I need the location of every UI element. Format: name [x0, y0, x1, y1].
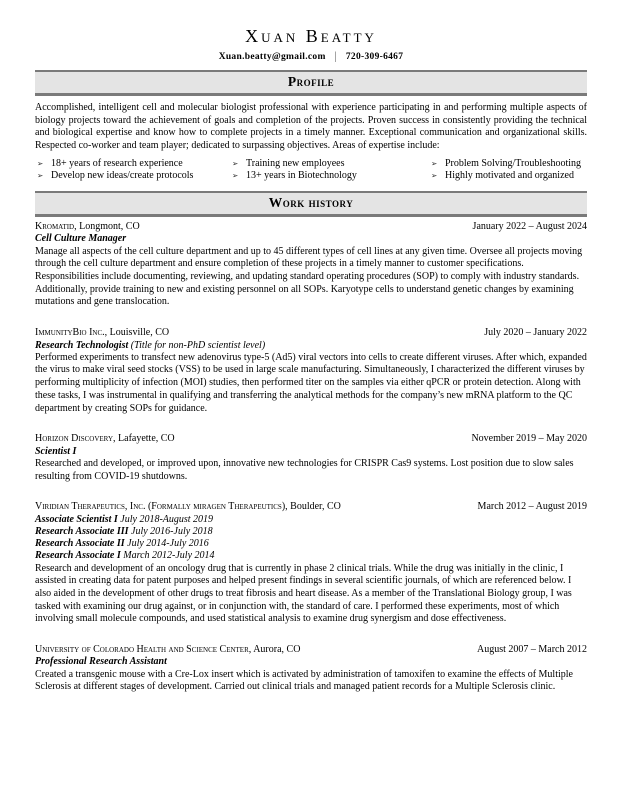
- job-header: [35, 644, 587, 657]
- job-title-text: Scientist I: [35, 445, 77, 457]
- company-city: , Longmont, CO: [74, 220, 140, 232]
- expertise-column-3: [429, 158, 587, 183]
- expertise-column-1: [35, 158, 230, 183]
- list-item: [429, 170, 587, 183]
- job-entry-kromatid: [35, 221, 587, 309]
- job-title: [35, 514, 587, 526]
- job-title-text: Research Technologist: [35, 339, 129, 351]
- expertise-item-label: Highly motivated and organized: [445, 170, 574, 182]
- job-title-text: Research Associate III: [35, 525, 129, 537]
- job-entry-university-of-colorado: [35, 644, 587, 694]
- arrow-bullet-icon: ➢: [232, 171, 239, 181]
- list-item: [429, 158, 587, 171]
- expertise-column-2: [230, 158, 429, 183]
- job-title-text: Research Associate II: [35, 538, 125, 550]
- list-item: [230, 158, 429, 171]
- company-name: Horizon Discovery: [35, 433, 114, 445]
- job-title-text: Professional Research Assistant: [35, 656, 167, 668]
- company-city: , Boulder, CO: [285, 501, 341, 513]
- company-name: ImmunityBio Inc.: [35, 327, 105, 339]
- arrow-bullet-icon: ➢: [431, 158, 438, 168]
- company-location: [35, 644, 300, 657]
- job-title-note: July 2016-July 2018: [128, 525, 213, 537]
- company-location: [35, 433, 175, 446]
- employment-dates: July 2020 – January 2022: [484, 327, 587, 339]
- job-title-text: Research Associate I: [35, 550, 121, 562]
- company-name: Kromatid: [35, 220, 75, 232]
- expertise-item-label: Develop new ideas/create protocols: [51, 170, 194, 182]
- job-header: [35, 433, 587, 446]
- job-header: [35, 221, 587, 234]
- company-city: , Louisville, CO: [104, 327, 170, 339]
- employment-dates: January 2022 – August 2024: [472, 220, 587, 232]
- job-title-text: Associate Scientist I: [35, 513, 118, 525]
- job-title-note: July 2018-August 2019: [117, 513, 214, 525]
- arrow-bullet-icon: ➢: [37, 158, 44, 168]
- job-entry-horizon-discovery: [35, 433, 587, 483]
- contact-separator: |: [334, 50, 337, 64]
- profile-section-title: Profile: [287, 74, 335, 89]
- company-name: University of Colorado Health and Science Center: [35, 643, 249, 655]
- profile-section-header: [35, 70, 587, 96]
- job-description: Manage all aspects of the cell culture department and up to 45 different types of cell lines at any given time. Oversee all projects moving through the cell culture department and ensure completion of these projects in a timely manner to customer specifications. Responsibilities include documenting, reviewing, and updating standard operating procedures (SOP) to comply with industry standards. Additionally, provide training to new and existing personnel on all SOPs. Karyotype cells to understand genetic changes by examining mutations and gene translocation.: [35, 245, 583, 308]
- job-description: Created a transgenic mouse with a Cre-Lox insert which is activated by administration of tamoxifen to examine the effects of Multiple Sclerosis at different stages of development. Carried out clinical trials and managed patient records for a Multiple Sclerosis clinic.: [35, 668, 573, 693]
- job-title-note: (Title for non-PhD scientist level): [128, 339, 266, 351]
- list-item: [35, 158, 230, 171]
- arrow-bullet-icon: ➢: [232, 158, 239, 168]
- job-header: [35, 501, 587, 514]
- page-title: Xuan Beatty: [245, 26, 377, 46]
- profile-summary: Accomplished, intelligent cell and molecular biologist professional with experience participating in and performing multiple aspects of biology projects toward the achievement of goals and completion of the projects. Proven success in consistently providing the technical and biological expertise and know how to complete projects in a timely manner. Exceptional communication and organizational skills. Respected co-worker and team player; dedicated to surpassing objectives. Areas of expertise include:: [35, 102, 587, 152]
- job-header: [35, 327, 587, 340]
- expertise-item-label: 13+ years in Biotechnology: [246, 170, 357, 182]
- company-name: Viridian Therapeutics, Inc. (Formally miragen Therapeutics): [35, 501, 286, 513]
- company-city: , Lafayette, CO: [113, 433, 175, 445]
- job-title: [35, 526, 587, 538]
- list-item: [35, 170, 230, 183]
- company-location: [35, 221, 140, 234]
- job-entry-viridian: [35, 501, 587, 626]
- job-title: [35, 340, 587, 352]
- job-title: [35, 538, 587, 550]
- employment-dates: March 2012 – August 2019: [477, 501, 587, 513]
- contact-line: [35, 52, 587, 62]
- job-list: [35, 221, 587, 694]
- job-description: Research and development of an oncology drug that is currently in phase 2 clinical trials. While the drug was initially in the clinic, I assisted in creating data for patent purposes and helped present findings in several scientific journals, of which are referenced below. I also aided in the development of other drugs to treat fibrosis and heart disease. As a member of the Translational Biology group, I was tasked with examining our drug against, or in conjunction with, the standard of care. I performed these experiments, most of which involving small molecule compounds, and used statistical analysis to examine drug synergism and dose effectiveness.: [35, 562, 572, 625]
- arrow-bullet-icon: ➢: [431, 171, 438, 181]
- job-title: [35, 656, 587, 668]
- expertise-item-label: 18+ years of research experience: [51, 157, 183, 169]
- expertise-item-label: Problem Solving/Troubleshooting: [445, 157, 582, 169]
- job-title: [35, 233, 587, 245]
- list-item: [230, 170, 429, 183]
- job-title: [35, 446, 587, 458]
- arrow-bullet-icon: ➢: [37, 171, 44, 181]
- work-history-section-header: [35, 191, 587, 217]
- employment-dates: August 2007 – March 2012: [477, 643, 587, 655]
- job-description: Performed experiments to transfect new adenovirus type-5 (Ad5) viral vectors into cells to create different viruses. After which, expanded the virus to make viral seed stocks (VSS) to be used in large scale manufacturing. Simultaneously, I characterized the different viruses by performing multiplicity of infection (MOI) studies, then performed titer on the samples via either qPCR or protein detection. Along with these tasks, I was instrumental in qualifying and transferring the analytical methods for the company’s new mRNA platform to the QC department by creating SOPs for guidance.: [35, 351, 587, 414]
- work-history-section-title: Work history: [268, 194, 354, 210]
- expertise-item-label: Training new employees: [246, 157, 345, 169]
- email-text: Xuan.beatty@gmail.com: [218, 52, 326, 62]
- company-location: [35, 327, 169, 340]
- job-title-note: March 2012-July 2014: [120, 550, 215, 562]
- company-city: , Aurora, CO: [248, 643, 301, 655]
- job-entry-immunitybio: [35, 327, 587, 415]
- expertise-list: [35, 158, 587, 183]
- job-description: Researched and developed, or improved upon, innovative new technologies for CRISPR Cas9 systems. Lost position due to slow sales resulting from COVID-19 shutdowns.: [35, 457, 574, 482]
- phone-text: 720-309-6467: [345, 52, 404, 62]
- job-title: [35, 550, 587, 562]
- job-title-text: Cell Culture Manager: [35, 233, 127, 245]
- employment-dates: November 2019 – May 2020: [471, 433, 587, 445]
- company-location: [35, 501, 341, 514]
- job-title-note: July 2014-July 2016: [124, 538, 209, 550]
